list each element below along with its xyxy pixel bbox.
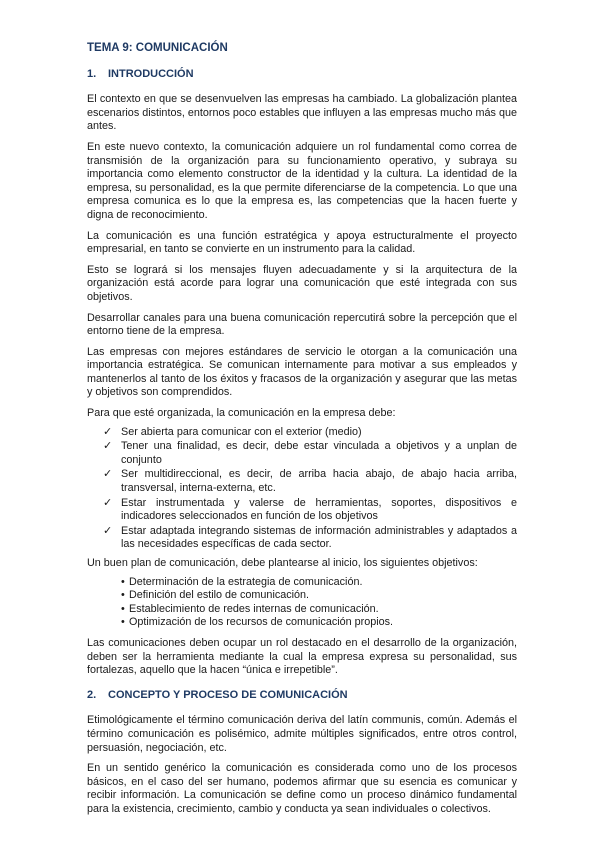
section-heading-introduccion bbox=[87, 68, 517, 82]
list-item-text: Ser abierta para comunicar con el exterior (medio) bbox=[121, 425, 362, 438]
paragraph: En este nuevo contexto, la comunicación adquiere un rol fundamental como correa de transmisión de la organización para su funcionamiento operativo, y subraya su importancia como elemento constructor de la identidad y la cultura. La identidad de la empresa, su personalidad, es la que permite diferenciarse de la competencia. Lo que una empresa comunica es lo que la empresa es, las competencias que la hacen fuerte y digna de reconocimiento. bbox=[87, 140, 517, 221]
list-item bbox=[103, 468, 517, 495]
paragraph: La comunicación es una función estratégica y apoya estructuralmente el proyecto empresarial, en tanto se convierte en un instrumento para la calidad. bbox=[87, 229, 517, 256]
paragraph: Para que esté organizada, la comunicación en la empresa debe: bbox=[87, 407, 396, 420]
list-item-text: Definición del estilo de comunicación. bbox=[129, 589, 310, 602]
paragraph: Esto se logrará si los mensajes fluyen adecuadamente y si la arquitectura de la organización está acorde para lograr una comunicación que esté integrada con sus objetivos. bbox=[87, 263, 517, 303]
list-item bbox=[103, 440, 517, 467]
paragraph: Etimológicamente el término comunicación deriva del latín communis, común. Además el término comunicación es polisémico, admite múltiples significados, entre otros control, persuasión, negociación, etc. bbox=[87, 714, 517, 754]
document-title: TEMA 9: COMUNICACIÓN bbox=[87, 42, 228, 54]
list-item bbox=[103, 525, 517, 552]
section-title: INTRODUCCIÓN bbox=[108, 67, 194, 80]
bullet-icon: • bbox=[121, 589, 125, 602]
list-item-text: Estar adaptada integrando sistemas de información administrables y adaptados a las necesidades específicas de cada sector. bbox=[121, 524, 517, 551]
bullet-icon: • bbox=[121, 616, 125, 629]
checklist bbox=[87, 426, 517, 552]
check-icon: ✓ bbox=[103, 524, 113, 537]
paragraph: Un buen plan de comunicación, debe plantearse al inicio, los siguientes objetivos: bbox=[87, 557, 478, 569]
list-item bbox=[103, 426, 517, 440]
list-item bbox=[103, 497, 517, 524]
paragraph: El contexto en que se desenvuelven las empresas ha cambiado. La globalización plantea escenarios distintos, entornos poco estables que influyen a las empresas mucho más que antes. bbox=[87, 93, 517, 133]
check-icon: ✓ bbox=[103, 440, 113, 453]
list-item bbox=[121, 616, 517, 630]
list-item bbox=[121, 603, 517, 617]
paragraph: Desarrollar canales para una buena comunicación repercutirá sobre la percepción que el entorno tiene de la empresa. bbox=[87, 311, 517, 338]
bullet-list bbox=[87, 576, 517, 630]
section-number: 1. bbox=[87, 67, 97, 80]
list-item-text: Optimización de los recursos de comunicación propios. bbox=[129, 616, 394, 629]
list-item-text: Establecimiento de redes internas de comunicación. bbox=[129, 602, 379, 615]
check-icon: ✓ bbox=[103, 496, 113, 509]
list-item bbox=[121, 589, 517, 603]
section-number: 2. bbox=[87, 688, 97, 701]
paragraph: En un sentido genérico la comunicación es considerada como uno de los procesos básicos, en el caso del ser humano, podemos afirmar que su esencia es comunicar y recibir información. La comunicación se define como un proceso dinámico fundamental para la existencia, crecimiento, cambio y conducta ya sean individuales o colectivos. bbox=[87, 762, 517, 815]
bullet-icon: • bbox=[121, 575, 125, 588]
section-title: CONCEPTO Y PROCESO DE COMUNICACIÓN bbox=[108, 688, 348, 701]
paragraph: Las comunicaciones deben ocupar un rol destacado en el desarrollo de la organización, deben ser la herramienta mediante la cual la empresa expresa su personalidad, sus fortalezas, aquello que la hacen “única e irrepetible”. bbox=[87, 636, 517, 677]
section-heading-concepto bbox=[87, 689, 517, 703]
list-item-text: Tener una finalidad, es decir, debe estar vinculada a objetivos y a unplan de conjunto bbox=[121, 440, 517, 466]
list-item bbox=[121, 576, 517, 590]
list-item-text: Determinación de la estrategia de comunicación. bbox=[129, 575, 363, 588]
check-icon: ✓ bbox=[103, 425, 113, 438]
check-icon: ✓ bbox=[103, 468, 113, 481]
paragraph: Las empresas con mejores estándares de servicio le otorgan a la comunicación una importancia estratégica. Se comunican internamente para motivar a sus empleados y mantenerlos al tanto de los éxitos y fracasos de la organización y asegurar que las metas y objetivos son comprendidos. bbox=[87, 345, 517, 399]
list-item-text: Ser multidireccional, es decir, de arriba hacia abajo, de abajo hacia arriba, transversal, interna-externa, etc. bbox=[121, 468, 517, 495]
list-item-text: Estar instrumentada y valerse de herramientas, soportes, dispositivos e indicadores seleccionados en función de los objetivos bbox=[121, 496, 517, 523]
document-page bbox=[87, 42, 517, 824]
bullet-icon: • bbox=[121, 602, 125, 615]
